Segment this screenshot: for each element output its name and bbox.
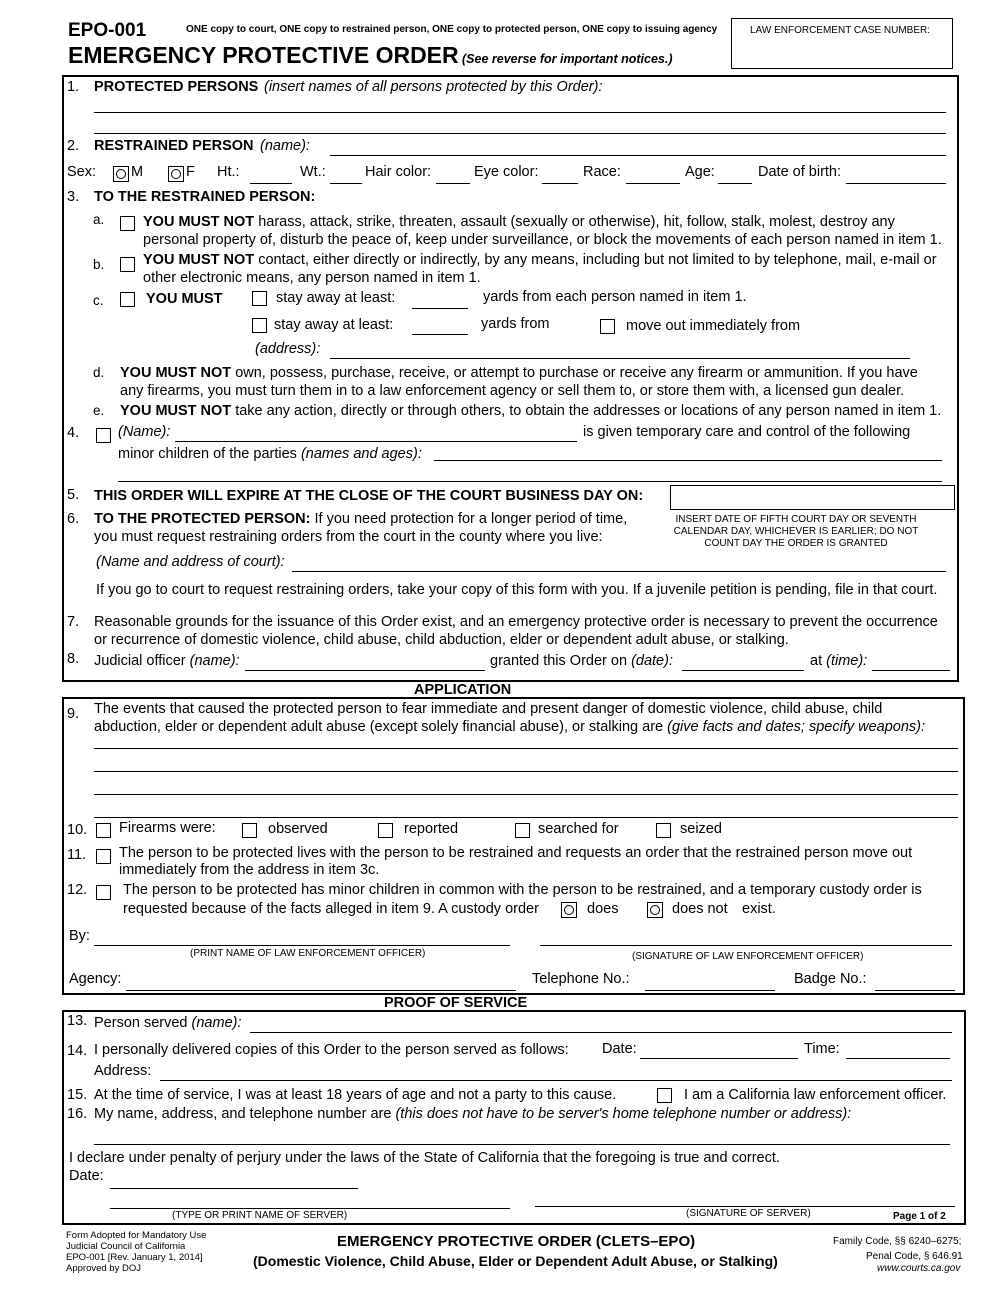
- dob-field[interactable]: [846, 183, 946, 184]
- item-8-at: at: [810, 653, 823, 669]
- item-1-note: (insert names of all persons protected by this Order):: [264, 79, 603, 95]
- footer-title: EMERGENCY PROTECTIVE ORDER (CLETS–EPO): [337, 1233, 696, 1250]
- footer-right-2: Penal Code, § 646.91: [866, 1251, 963, 1262]
- item-3b-text-1: contact, either directly or indirectly, by any means, including but not limited to by telephone, mail, e-mail or: [258, 252, 937, 268]
- sex-m-radio[interactable]: [113, 166, 129, 182]
- item-3-number: 3.: [67, 189, 80, 205]
- stay-away-1-yards-text: yards from each person named in item 1.: [483, 289, 747, 305]
- item-4-name-field[interactable]: [175, 441, 577, 442]
- item-3d-bold: YOU MUST NOT: [120, 365, 232, 381]
- item-3-label: TO THE RESTRAINED PERSON:: [94, 189, 316, 205]
- restrained-person-name-field[interactable]: [330, 155, 946, 156]
- searched-for-checkbox[interactable]: [515, 823, 530, 838]
- application-heading: APPLICATION: [414, 682, 512, 698]
- item-3b-bold: YOU MUST NOT: [143, 252, 255, 268]
- searched-for-label: searched for: [538, 821, 619, 837]
- item-2-label: RESTRAINED PERSON: [94, 138, 254, 154]
- item-2-note: (name):: [260, 138, 310, 154]
- item-8-officer-note: (name):: [189, 653, 240, 669]
- item-5-text: THIS ORDER WILL EXPIRE AT THE CLOSE OF THE COURT BUSINESS DAY ON:: [94, 488, 644, 504]
- custody-exist-label: exist.: [742, 901, 776, 917]
- minor-children-field-2[interactable]: [118, 481, 942, 482]
- item-3e-bold: YOU MUST NOT: [120, 403, 232, 419]
- item-16-note: (this does not have to be server's home telephone number or address):: [395, 1106, 852, 1122]
- footer-left-1: Form Adopted for Mandatory Use: [66, 1230, 207, 1241]
- events-line-1[interactable]: [94, 748, 958, 749]
- events-line-4[interactable]: [94, 817, 958, 818]
- case-number-box[interactable]: [731, 18, 953, 69]
- age-field[interactable]: [718, 183, 752, 184]
- item-9-text-2: abduction, elder or dependent adult abuse (except solely financial abuse), or stalking are: [94, 719, 664, 735]
- badge-field[interactable]: [875, 990, 955, 991]
- service-date-field[interactable]: [640, 1058, 798, 1059]
- weight-field[interactable]: [330, 183, 362, 184]
- item-5-number: 5.: [67, 487, 80, 503]
- stay-away-1-yards-field[interactable]: [412, 308, 468, 309]
- stay-away-1-label: stay away at least:: [276, 290, 396, 306]
- item-3b-letter: b.: [93, 257, 105, 272]
- address-label: (address):: [255, 341, 321, 357]
- person-served-field[interactable]: [250, 1032, 952, 1033]
- service-time-field[interactable]: [846, 1058, 950, 1059]
- item-10-number: 10.: [67, 822, 88, 838]
- title-note: (See reverse for important notices.): [462, 52, 673, 66]
- item-3b-checkbox[interactable]: [120, 257, 135, 272]
- item-4-line-2-text: minor children of the parties: [118, 446, 297, 462]
- declaration-date-field[interactable]: [110, 1188, 358, 1189]
- service-time-label: Time:: [804, 1041, 840, 1057]
- item-13-text: Person served: [94, 1015, 188, 1031]
- seized-checkbox[interactable]: [656, 823, 671, 838]
- item-9-line-2: [94, 719, 925, 735]
- stay-away-2-label: stay away at least:: [274, 317, 394, 333]
- item-1-label: PROTECTED PERSONS: [94, 79, 259, 95]
- item-15-text: At the time of service, I was at least 18 years of age and not a party to this cause.: [94, 1087, 617, 1103]
- server-name-caption: (TYPE OR PRINT NAME OF SERVER): [172, 1210, 348, 1221]
- case-number-label: LAW ENFORCEMENT CASE NUMBER:: [750, 25, 931, 36]
- item-11-checkbox[interactable]: [96, 849, 111, 864]
- item-9-note: (give facts and dates; specify weapons):: [667, 719, 926, 735]
- officer-name-caption: (PRINT NAME OF LAW ENFORCEMENT OFFICER): [190, 948, 426, 959]
- item-3a-text-2: personal property of, disturb the peace of, keep under surveillance, or block the movements of each person named in item 1.: [143, 232, 942, 248]
- item-3a-letter: a.: [93, 212, 105, 227]
- item-8-number: 8.: [67, 651, 80, 667]
- granted-time-label: [810, 653, 867, 669]
- item-3a-bold: YOU MUST NOT: [143, 214, 255, 230]
- item-15-number: 15.: [67, 1087, 88, 1103]
- server-name-field[interactable]: [110, 1208, 510, 1209]
- item-7-text-2: or recurrence of domestic violence, child abuse, child abduction, elder or dependent adult abuse, or stalking.: [94, 632, 789, 648]
- court-label: (Name and address of court):: [96, 554, 285, 570]
- item-6-line-1: [94, 511, 627, 527]
- eye-color-field[interactable]: [542, 183, 578, 184]
- service-address-label: Address:: [94, 1063, 152, 1079]
- item-10-checkbox[interactable]: [96, 823, 111, 838]
- item-13-label: [94, 1015, 242, 1031]
- item-3d-letter: d.: [93, 365, 105, 380]
- item-3e-text: take any action, directly or through others, to obtain the addresses or locations of any person named in item 1.: [235, 403, 942, 419]
- granted-date-field[interactable]: [682, 670, 804, 671]
- officer-signature-caption: (SIGNATURE OF LAW ENFORCEMENT OFFICER): [632, 951, 864, 962]
- stay-away-2-yards-text: yards from: [481, 316, 550, 332]
- footer-right-1: Family Code, §§ 6240–6275;: [833, 1236, 962, 1247]
- item-3d-line-1: [120, 365, 918, 381]
- item-8-officer: Judicial officer: [94, 653, 186, 669]
- item-1-number: 1.: [67, 79, 80, 95]
- protected-persons-line-2[interactable]: [94, 133, 946, 134]
- item-14-number: 14.: [67, 1043, 88, 1059]
- move-out-label: move out immediately from: [626, 318, 801, 334]
- events-line-2[interactable]: [94, 771, 958, 772]
- item-2-number: 2.: [67, 138, 80, 154]
- item-3b-line-1: [143, 252, 937, 268]
- telephone-field[interactable]: [645, 990, 775, 991]
- protected-persons-line-1[interactable]: [94, 112, 946, 113]
- item-3c-checkbox[interactable]: [120, 292, 135, 307]
- item-16-text: My name, address, and telephone number are: [94, 1106, 392, 1122]
- item-12-number: 12.: [67, 882, 88, 898]
- item-6-text-1: If you need protection for a longer period of time,: [314, 511, 628, 527]
- sex-f-radio[interactable]: [168, 166, 184, 182]
- item-3a-text-1: harass, attack, strike, threaten, assault (sexually or otherwise), hit, follow, stalk, molest, destroy any: [258, 214, 895, 230]
- item-6-bold: TO THE PROTECTED PERSON:: [94, 511, 311, 527]
- granted-time-field[interactable]: [872, 670, 950, 671]
- hair-color-label: Hair color:: [365, 164, 432, 180]
- custody-does-not-radio[interactable]: [647, 902, 663, 918]
- item-4-line-2-note: (names and ages):: [300, 446, 422, 462]
- item-12-text-2: requested because of the facts alleged in item 9. A custody order: [123, 901, 539, 917]
- item-12-text-1: The person to be protected has minor children in common with the person to be restrained, and a temporary custody order is: [123, 882, 922, 898]
- officer-name-field[interactable]: [94, 945, 510, 946]
- item-10-label: Firearms were:: [119, 820, 216, 836]
- weight-label: Wt.:: [300, 164, 326, 180]
- form-title: EMERGENCY PROTECTIVE ORDER: [68, 42, 459, 68]
- stay-away-1-checkbox[interactable]: [252, 291, 267, 306]
- sex-m-label: M: [131, 164, 144, 180]
- item-4-text: is given temporary care and control of the following: [583, 424, 911, 440]
- move-out-checkbox[interactable]: [600, 319, 615, 334]
- observed-checkbox[interactable]: [242, 823, 257, 838]
- reported-label: reported: [404, 821, 459, 837]
- form-id: EPO-001: [68, 20, 147, 41]
- footer-right-3[interactable]: www.courts.ca.gov: [877, 1263, 961, 1274]
- item-3a-checkbox[interactable]: [120, 216, 135, 231]
- item-16-line: [94, 1106, 851, 1122]
- reported-checkbox[interactable]: [378, 823, 393, 838]
- item-3e-line: [120, 403, 941, 419]
- item-3a-line-1: [143, 214, 895, 230]
- officer-signature-field[interactable]: [540, 945, 952, 946]
- events-line-3[interactable]: [94, 794, 958, 795]
- item-6-note: If you go to court to request restraining orders, take your copy of this form with you. If a juvenile petition is pending, file in that court.: [96, 582, 938, 598]
- page-number: Page 1 of 2: [893, 1211, 946, 1222]
- item-4-number: 4.: [67, 425, 80, 441]
- dob-label: Date of birth:: [758, 164, 842, 180]
- item-8-granted: granted this Order on: [490, 653, 628, 669]
- item-3e-letter: e.: [93, 403, 105, 418]
- item-9-number: 9.: [67, 706, 80, 722]
- copies-note: ONE copy to court, ONE copy to restrained person, ONE copy to protected person, ONE copy to issuing agency: [186, 24, 718, 35]
- item-16-number: 16.: [67, 1106, 88, 1122]
- server-info-field[interactable]: [94, 1144, 950, 1145]
- proof-heading: PROOF OF SERVICE: [384, 995, 528, 1011]
- footer-left-4: Approved by DOJ: [66, 1263, 141, 1274]
- hair-color-field[interactable]: [436, 183, 470, 184]
- item-4-name-label: (Name):: [118, 424, 171, 440]
- ca-officer-label: I am a California law enforcement officer.: [684, 1087, 947, 1103]
- item-3d-text-1: own, possess, purchase, receive, or attempt to purchase or receive any firearm or ammunition. If you have: [235, 365, 918, 381]
- item-4-checkbox[interactable]: [96, 428, 111, 443]
- declaration-text: I declare under penalty of perjury under the laws of the State of California that the foregoing is true and correct.: [69, 1150, 780, 1166]
- judicial-officer-field[interactable]: [245, 670, 485, 671]
- agency-field[interactable]: [126, 990, 516, 991]
- eye-color-label: Eye color:: [474, 164, 539, 180]
- item-13-number: 13.: [67, 1013, 88, 1029]
- footer-left-3: EPO-001 [Rev. January 1, 2014]: [66, 1252, 203, 1263]
- race-field[interactable]: [626, 183, 680, 184]
- item-4-line-2: [118, 446, 422, 462]
- custody-does-label: does: [587, 901, 619, 917]
- height-field[interactable]: [250, 183, 292, 184]
- observed-label: observed: [268, 821, 328, 837]
- item-3b-text-2: other electronic means, any person named in item 1.: [143, 270, 481, 286]
- item-8-date: (date):: [631, 653, 673, 669]
- custody-does-not-label: does not: [672, 901, 728, 917]
- declaration-date-label: Date:: [69, 1168, 104, 1184]
- item-9-text-1: The events that caused the protected person to fear immediate and present danger of domestic violence, child abuse, child: [94, 701, 883, 717]
- court-name-address-field[interactable]: [292, 571, 946, 572]
- item-11-text-1: The person to be protected lives with the person to be restrained and requests an order that the restrained person move out: [119, 845, 913, 861]
- seized-label: seized: [680, 821, 722, 837]
- stay-away-2-yards-field[interactable]: [412, 334, 468, 335]
- item-11-number: 11.: [67, 847, 87, 863]
- ca-officer-checkbox[interactable]: [657, 1088, 672, 1103]
- item-6-number: 6.: [67, 511, 80, 527]
- by-label: By:: [69, 928, 90, 944]
- race-label: Race:: [583, 164, 621, 180]
- item-13-note: (name):: [191, 1015, 242, 1031]
- stay-away-2-checkbox[interactable]: [252, 318, 267, 333]
- server-signature-field[interactable]: [535, 1206, 955, 1207]
- item-11-text-2: immediately from the address in item 3c.: [119, 862, 380, 878]
- item-12-checkbox[interactable]: [96, 885, 111, 900]
- agency-label: Agency:: [69, 971, 122, 987]
- server-signature-caption: (SIGNATURE OF SERVER): [686, 1208, 811, 1219]
- item-3c-bold: YOU MUST: [146, 291, 223, 307]
- item-7-number: 7.: [67, 614, 80, 630]
- item-3c-letter: c.: [93, 293, 104, 308]
- custody-does-radio[interactable]: [561, 902, 577, 918]
- footer-subtitle: (Domestic Violence, Child Abuse, Elder or Dependent Adult Abuse, or Stalking): [253, 1253, 778, 1269]
- badge-label: Badge No.:: [794, 971, 867, 987]
- minor-children-field-1[interactable]: [434, 460, 942, 461]
- move-out-address-field[interactable]: [330, 358, 910, 359]
- expiration-date-field[interactable]: [670, 485, 955, 510]
- expiration-note: INSERT DATE OF FIFTH COURT DAY OR SEVENTH CALENDAR DAY, WHICHEVER IS EARLIER; DO NOT COUNT DAY THE ORDER IS GRANTED: [673, 514, 919, 549]
- granted-date-label: [490, 653, 673, 669]
- footer-left-2: Judicial Council of California: [66, 1241, 186, 1252]
- item-6-text-2: you must request restraining orders from the court in the county where you live:: [94, 529, 603, 545]
- item-8-time: (time):: [826, 653, 868, 669]
- service-date-label: Date:: [602, 1041, 637, 1057]
- age-label: Age:: [685, 164, 715, 180]
- sex-label: Sex:: [67, 164, 97, 180]
- height-label: Ht.:: [217, 164, 240, 180]
- item-8-officer-label: [94, 653, 240, 669]
- item-3d-text-2: any firearms, you must turn them in to a law enforcement agency or sell them to, or store them with, a licensed gun dealer.: [120, 383, 905, 399]
- item-7-text-1: Reasonable grounds for the issuance of this Order exist, and an emergency protective order is necessary to prevent the occurrence: [94, 614, 938, 630]
- telephone-label: Telephone No.:: [532, 971, 630, 987]
- sex-f-label: F: [186, 164, 195, 180]
- item-14-text: I personally delivered copies of this Order to the person served as follows:: [94, 1042, 569, 1058]
- service-address-field[interactable]: [160, 1080, 952, 1081]
